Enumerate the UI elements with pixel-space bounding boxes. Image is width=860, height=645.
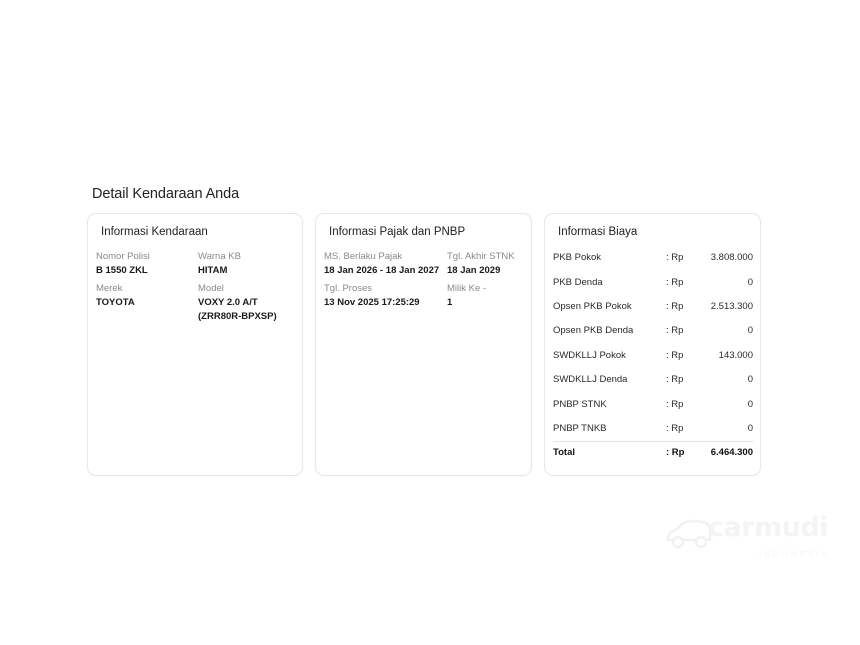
fee-label: PNBP TNKB bbox=[553, 423, 607, 434]
brand-label: Merek bbox=[96, 283, 123, 294]
fee-currency: : Rp bbox=[666, 399, 684, 410]
tax-validity-field bbox=[324, 251, 446, 278]
fee-value: 0 bbox=[747, 423, 753, 434]
plate-number-value: B 1550 ZKL bbox=[96, 265, 148, 276]
fee-label: PNBP STNK bbox=[553, 399, 607, 410]
fee-value: 0 bbox=[747, 277, 753, 288]
fee-currency: : Rp bbox=[666, 423, 684, 434]
fee-info-card bbox=[544, 213, 761, 476]
fee-currency: : Rp bbox=[666, 252, 684, 263]
fee-value: 0 bbox=[747, 399, 753, 410]
carmudi-watermark bbox=[664, 512, 844, 564]
fee-currency: : Rp bbox=[666, 374, 684, 385]
total-value: 6.464.300 bbox=[710, 447, 753, 458]
tax-info-card bbox=[315, 213, 532, 476]
fee-label: Opsen PKB Denda bbox=[553, 325, 634, 336]
total-label: Total bbox=[553, 447, 575, 458]
fee-row-swdkllj-denda bbox=[553, 374, 753, 388]
stnk-end-value: 18 Jan 2029 bbox=[447, 265, 501, 276]
tax-info-title: Informasi Pajak dan PNBP bbox=[329, 226, 466, 238]
fee-row-opsen-pkb-denda bbox=[553, 325, 753, 339]
total-currency: : Rp bbox=[666, 447, 685, 458]
fee-divider bbox=[553, 441, 753, 442]
model-field bbox=[198, 283, 296, 324]
fee-row-pkb-pokok bbox=[553, 252, 753, 266]
fee-label: SWDKLLJ Pokok bbox=[553, 350, 626, 361]
process-date-value: 13 Nov 2025 17:25:29 bbox=[324, 297, 420, 308]
fee-row-pkb-denda bbox=[553, 277, 753, 291]
fee-value: 2.513.300 bbox=[710, 301, 753, 312]
stnk-end-field bbox=[447, 251, 529, 278]
brand-value: TOYOTA bbox=[96, 297, 135, 308]
vehicle-info-card bbox=[87, 213, 303, 476]
fee-row-total bbox=[553, 447, 753, 461]
process-date-label: Tgl. Proses bbox=[324, 283, 373, 294]
brand-field bbox=[96, 283, 191, 310]
fee-row-pnbp-stnk bbox=[553, 399, 753, 413]
model-label: Model bbox=[198, 283, 224, 294]
fee-currency: : Rp bbox=[666, 325, 684, 336]
fee-value: 143.000 bbox=[718, 350, 753, 361]
fee-row-swdkllj-pokok bbox=[553, 350, 753, 364]
fee-currency: : Rp bbox=[666, 277, 684, 288]
fee-row-opsen-pkb-pokok bbox=[553, 301, 753, 315]
fee-value: 0 bbox=[747, 374, 753, 385]
color-value: HITAM bbox=[198, 265, 228, 276]
watermark-region: INDONESIA bbox=[759, 550, 831, 559]
fee-label: PKB Pokok bbox=[553, 252, 602, 263]
watermark-brand: carmudi bbox=[708, 512, 828, 543]
owner-count-field bbox=[447, 283, 529, 310]
car-logo-icon bbox=[664, 516, 712, 550]
fee-currency: : Rp bbox=[666, 301, 684, 312]
fee-currency: : Rp bbox=[666, 350, 684, 361]
process-date-field bbox=[324, 283, 446, 310]
tax-validity-label: MS. Berlaku Pajak bbox=[324, 251, 403, 262]
fee-value: 3.808.000 bbox=[710, 252, 753, 263]
model-value: VOXY 2.0 A/T (ZRR80R-BPXSP) bbox=[198, 297, 277, 322]
fee-info-title: Informasi Biaya bbox=[558, 226, 638, 238]
fee-value: 0 bbox=[747, 325, 753, 336]
tax-validity-value: 18 Jan 2026 - 18 Jan 2027 bbox=[324, 265, 440, 276]
fee-row-pnbp-tnkb bbox=[553, 423, 753, 437]
owner-count-value: 1 bbox=[447, 297, 453, 308]
plate-number-field bbox=[96, 251, 191, 278]
fee-label: Opsen PKB Pokok bbox=[553, 301, 632, 312]
color-field bbox=[198, 251, 298, 278]
owner-count-label: Milik Ke - bbox=[447, 283, 487, 294]
stnk-end-label: Tgl. Akhir STNK bbox=[447, 251, 515, 262]
color-label: Warna KB bbox=[198, 251, 241, 262]
fee-label: PKB Denda bbox=[553, 277, 603, 288]
plate-number-label: Nomor Polisi bbox=[96, 251, 150, 262]
vehicle-info-title: Informasi Kendaraan bbox=[101, 226, 208, 238]
page-title: Detail Kendaraan Anda bbox=[92, 186, 240, 202]
fee-label: SWDKLLJ Denda bbox=[553, 374, 628, 385]
